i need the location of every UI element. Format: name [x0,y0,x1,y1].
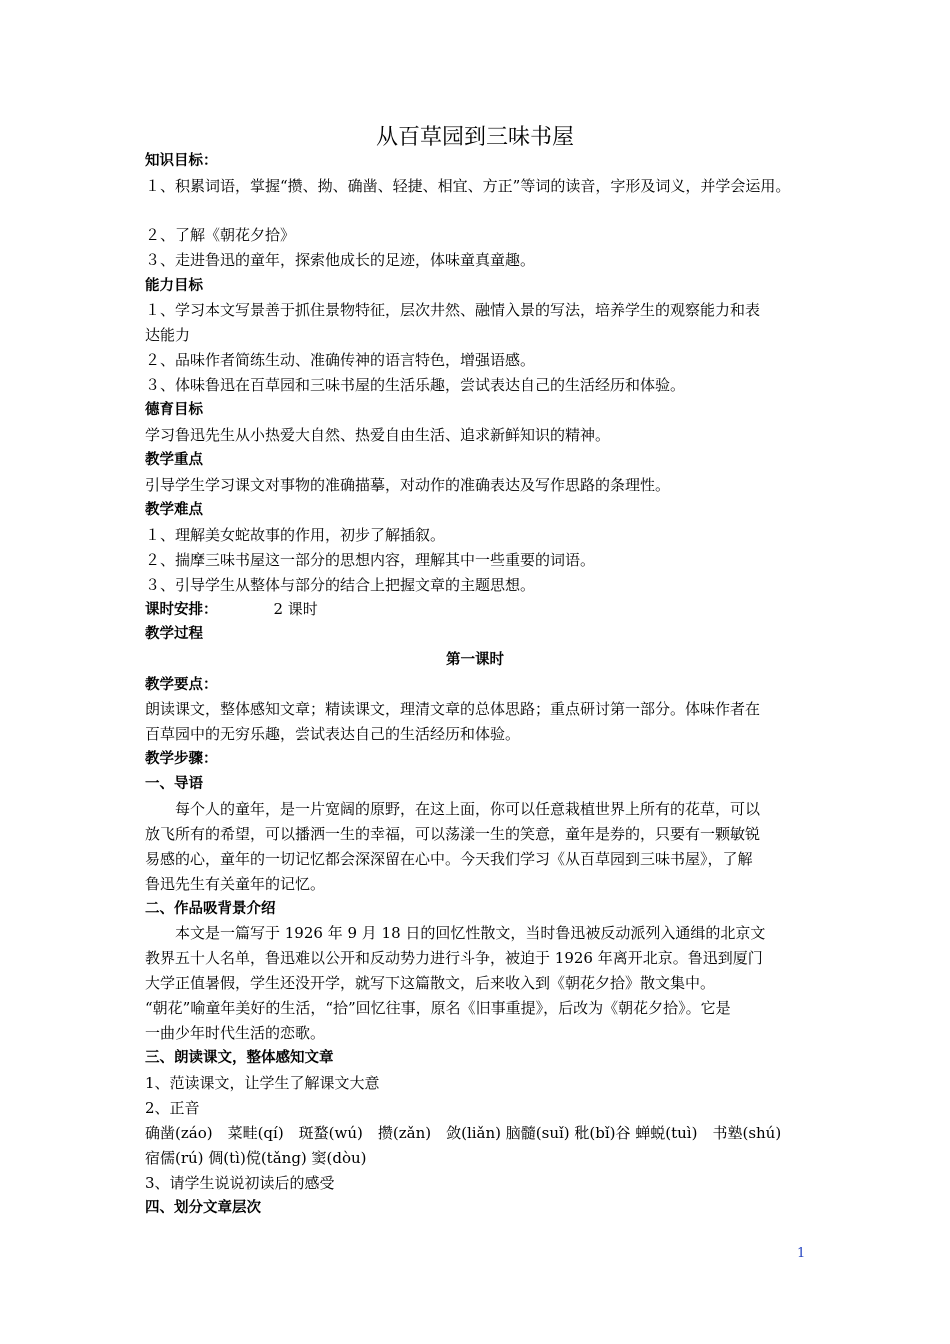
text-line: 一曲少年时代生活的恋歌。 [145,1024,326,1042]
text-line: 易感的心，童年的一切记忆都会深深留在心中。今天我们学习《从百草园到三味书屋》，了解 [145,850,753,868]
text-line: ２、了解《朝花夕拾》 [145,226,296,244]
text-line: “朝花”喻童年美好的生活，“拾”回忆往事，原名《旧事重提》，后改为《朝花夕拾》。它是 [145,999,731,1017]
section-heading: 德育目标 [145,402,203,418]
section-heading: 四、划分文章层次 [145,1200,261,1216]
process-heading: 教学过程 [145,626,203,642]
text-line: １、理解美女蛇故事的作用，初步了解插叙。 [145,526,446,544]
text-line: １、积累词语，掌握“攒、拗、确凿、轻捷、相宜、方正”等词的读音，字形及词义，并学会运用。 [145,177,791,195]
schedule-line [145,597,318,622]
schedule-value: 2 课时 [273,600,318,618]
section-heading: 三、朗读课文，整体感知文章 [145,1050,334,1066]
section-heading: 二、作品吸背景介绍 [145,901,276,917]
text-line: 百草园中的无穷乐趣，尝试表达自己的生活经历和体验。 [145,725,521,743]
text-line: ２、揣摩三味书屋这一部分的思想内容，理解其中一些重要的词语。 [145,551,596,569]
text-line: 鲁迅先生有关童年的记忆。 [145,875,326,893]
lesson-title: 第一课时 [446,652,504,668]
text-line: 3、请学生说说初读后的感受 [145,1174,335,1192]
schedule-label: 课时安排： [145,602,218,618]
text-line: 确凿(záo) 菜畦(qí) 斑蝥(wú) 攒(zǎn) 敛(liǎn) 脑髓(suǐ) 秕(bǐ)谷 蝉蜕(tuì) 书塾(shú) [145,1124,782,1142]
text-line: 2、正音 [145,1099,200,1117]
section-heading: 教学难点 [145,502,203,518]
section-heading: 教学重点 [145,452,203,468]
page-number: 1 [797,1246,806,1261]
text-line: 达能力 [145,326,191,344]
text-line: １、学习本文写景善于抓住景物特征，层次井然、融情入景的写法，培养学生的观察能力和表 [145,301,761,319]
section-heading: 知识目标： [145,153,218,169]
section-heading: 能力目标 [145,278,203,294]
text-line: 大学正值暑假，学生还没开学，就写下这篇散文，后来收入到《朝花夕拾》散文集中。 [145,974,716,992]
document-title: 从百草园到三味书屋 [375,125,574,150]
text-line: 1、范读课文，让学生了解课文大意 [145,1074,380,1092]
text-line: ３、走进鲁迅的童年，探索他成长的足迹，体味童真童趣。 [145,251,536,269]
text-line: 本文是一篇写于 1926 年 9 月 18 日的回忆性散文，当时鲁迅被反动派列入通缉的北京文 [145,924,766,942]
text-line: ３、引导学生从整体与部分的结合上把握文章的主题思想。 [145,576,536,594]
section-heading: 一、导语 [145,776,203,792]
text-line: 教界五十人名单，鲁迅难以公开和反动势力进行斗争，被迫于 1926 年离开北京。鲁迅到厦门 [145,949,763,967]
text-line: 每个人的童年，是一片宽阔的原野，在这上面，你可以任意栽植世界上所有的花草，可以 [145,800,761,818]
text-line: 朗读课文，整体感知文章；精读课文，理清文章的总体思路；重点研讨第一部分。体味作者在 [145,700,761,718]
text-line: 引导学生学习课文对事物的准确描摹，对动作的准确表达及写作思路的条理性。 [145,476,671,494]
text-line: 学习鲁迅先生从小热爱大自然、热爱自由生活、追求新鲜知识的精神。 [145,426,611,444]
text-line: 放飞所有的希望，可以播洒一生的幸福，可以荡漾一生的笑意，童年是券的，只要有一颗敏锐 [145,825,761,843]
text-line: ３、体味鲁迅在百草园和三味书屋的生活乐趣，尝试表达自己的生活经历和体验。 [145,376,686,394]
text-line: ２、品味作者简练生动、准确传神的语言特色，增强语感。 [145,351,536,369]
text-line: 宿儒(rú) 倜(tì)傥(tǎng) 窦(dòu) [145,1149,367,1167]
section-heading: 教学要点： [145,677,218,693]
section-heading: 教学步骤： [145,751,218,767]
